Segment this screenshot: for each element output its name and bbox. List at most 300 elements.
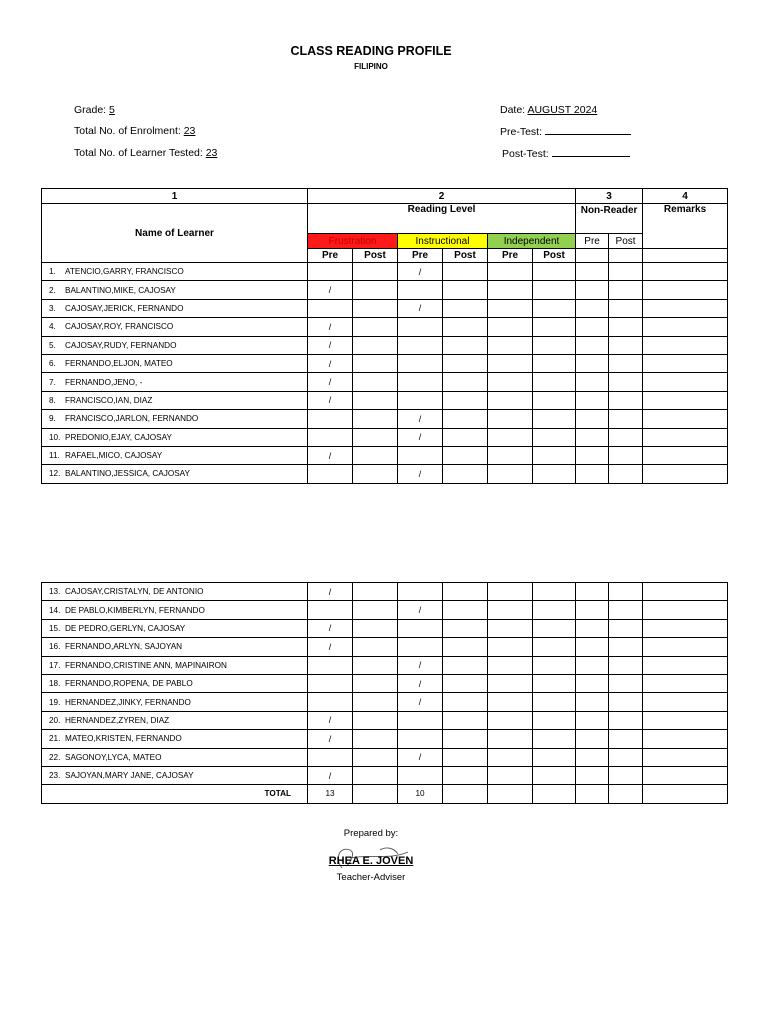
date-value: AUGUST 2024 <box>527 104 598 116</box>
total-empty-cell <box>533 785 576 803</box>
learner-number: 8. <box>49 395 56 405</box>
independent-post-cell <box>533 373 576 391</box>
independent-post-cell <box>533 674 576 692</box>
non-reader-post-cell <box>609 601 643 619</box>
learner-name: FERNANDO,ELJON, MATEO <box>65 359 173 369</box>
learner-number: 1. <box>49 267 56 277</box>
instructional-post-cell <box>443 336 488 354</box>
remarks-cell <box>643 354 728 372</box>
tested-label: Total No. of Learner Tested: <box>74 147 206 159</box>
independent-pre-cell <box>488 428 533 446</box>
independent-post-cell <box>533 336 576 354</box>
frustration-pre-cell <box>308 428 353 446</box>
table-row <box>42 619 728 637</box>
frustration-post-cell <box>353 748 398 766</box>
total-row <box>42 785 728 803</box>
frustration-post-cell <box>353 299 398 317</box>
independent-post-cell <box>533 410 576 428</box>
learner-name: SAJOYAN,MARY JANE, CAJOSAY <box>65 771 194 781</box>
independent-post-cell <box>533 263 576 281</box>
remarks-cell <box>643 638 728 656</box>
learner-number: 15. <box>49 623 61 633</box>
independent-post-cell <box>533 391 576 409</box>
non-reader-pre-cell <box>576 693 609 711</box>
table-row <box>42 730 728 748</box>
learner-number: 6. <box>49 359 56 369</box>
learner-name: FERNANDO,ARLYN, SAJOYAN <box>65 642 183 652</box>
posttest-blank <box>552 147 630 157</box>
learner-name: FERNANDO,JENO, - <box>65 377 143 387</box>
independent-pre-cell <box>488 601 533 619</box>
independent-post-cell <box>533 583 576 601</box>
non-reader-pre-cell <box>576 446 609 464</box>
remarks-cell <box>643 373 728 391</box>
independent-post-cell <box>533 601 576 619</box>
independent-pre-cell <box>488 336 533 354</box>
instructional-pre-mark: / <box>398 465 443 483</box>
frustration-pre-mark: / <box>308 711 353 729</box>
independent-post-cell <box>533 730 576 748</box>
posttest-label: Post-Test: <box>502 148 552 160</box>
independent-post-cell <box>533 299 576 317</box>
instructional-post-cell <box>443 766 488 784</box>
learner-number: 2. <box>49 285 56 295</box>
frustration-post-cell <box>353 766 398 784</box>
instructional-post-cell <box>443 711 488 729</box>
instructional-pre-header: Pre <box>398 249 443 263</box>
remarks-cell <box>643 465 728 483</box>
frustration-post-cell <box>353 730 398 748</box>
non-reader-pre-cell <box>576 766 609 784</box>
learner-number: 4. <box>49 322 56 332</box>
independent-pre-cell <box>488 730 533 748</box>
learner-name-cell <box>42 354 308 372</box>
non-reader-post-cell <box>609 263 643 281</box>
frustration-post-header: Post <box>353 249 398 263</box>
learner-name-cell <box>42 656 308 674</box>
instructional-post-cell <box>443 428 488 446</box>
header-empty-cell <box>643 249 728 263</box>
table-row <box>42 693 728 711</box>
instructional-pre-mark: / <box>398 428 443 446</box>
independent-post-cell <box>533 281 576 299</box>
instructional-pre-cell <box>398 711 443 729</box>
frustration-pre-cell <box>308 656 353 674</box>
non-reader-post-cell <box>609 674 643 692</box>
non-reader-pre-cell <box>576 263 609 281</box>
learner-number: 3. <box>49 303 56 313</box>
frustration-pre-cell <box>308 693 353 711</box>
frustration-post-cell <box>353 428 398 446</box>
learner-name: FERNANDO,ROPENA, DE PABLO <box>65 679 193 689</box>
non-reader-post-cell <box>609 583 643 601</box>
instructional-pre-mark: / <box>398 263 443 281</box>
enrolment-label: Total No. of Enrolment: <box>74 125 184 137</box>
header-empty-cell <box>609 249 643 263</box>
frustration-pre-cell <box>308 410 353 428</box>
non-reader-pre-cell <box>576 299 609 317</box>
learner-name-cell <box>42 730 308 748</box>
instructional-post-cell <box>443 354 488 372</box>
non-reader-pre-cell <box>576 748 609 766</box>
learner-number: 7. <box>49 377 56 387</box>
independent-pre-cell <box>488 446 533 464</box>
remarks-cell <box>643 711 728 729</box>
instructional-post-cell <box>443 583 488 601</box>
instructional-pre-cell <box>398 446 443 464</box>
instructional-pre-cell <box>398 766 443 784</box>
instructional-post-cell <box>443 299 488 317</box>
frustration-pre-cell <box>308 465 353 483</box>
remarks-cell <box>643 391 728 409</box>
independent-pre-cell <box>488 281 533 299</box>
non-reader-pre-header: Pre <box>576 234 609 249</box>
non-reader-pre-cell <box>576 601 609 619</box>
non-reader-post-cell <box>609 318 643 336</box>
learner-number: 22. <box>49 752 61 762</box>
col-number-3: 3 <box>576 189 643 204</box>
remarks-cell <box>643 281 728 299</box>
independent-pre-cell <box>488 391 533 409</box>
learner-number: 17. <box>49 660 61 670</box>
table-row <box>42 446 728 464</box>
non-reader-post-header: Post <box>609 234 643 249</box>
learner-name: ATENCIO,GARRY, FRANCISCO <box>65 267 184 277</box>
frustration-post-cell <box>353 281 398 299</box>
learner-name: MATEO,KRISTEN, FERNANDO <box>65 734 182 744</box>
learner-name: RAFAEL,MICO, CAJOSAY <box>65 451 163 461</box>
table-row <box>42 428 728 446</box>
frustration-pre-cell <box>308 748 353 766</box>
enrolment-line <box>74 125 195 137</box>
learner-name-cell <box>42 336 308 354</box>
frustration-post-cell <box>353 583 398 601</box>
instructional-pre-cell <box>398 336 443 354</box>
independent-post-cell <box>533 766 576 784</box>
non-reader-pre-cell <box>576 638 609 656</box>
independent-post-cell <box>533 354 576 372</box>
date-label: Date: <box>500 104 528 116</box>
independent-pre-cell <box>488 619 533 637</box>
learner-name-cell <box>42 263 308 281</box>
instructional-post-cell <box>443 656 488 674</box>
learner-number: 11. <box>49 451 60 461</box>
instructional-post-cell <box>443 263 488 281</box>
non-reader-pre-cell <box>576 656 609 674</box>
instructional-post-cell <box>443 373 488 391</box>
table-row <box>42 656 728 674</box>
non-reader-pre-cell <box>576 711 609 729</box>
grade-line <box>74 104 115 116</box>
instructional-post-cell <box>443 410 488 428</box>
learner-name: FERNANDO,CRISTINE ANN, MAPINAIRON <box>65 660 227 670</box>
total-empty-cell <box>609 785 643 803</box>
independent-post-cell <box>533 711 576 729</box>
independent-pre-cell <box>488 263 533 281</box>
frustration-pre-mark: / <box>308 766 353 784</box>
frustration-pre-cell <box>308 299 353 317</box>
learner-name-cell <box>42 748 308 766</box>
pretest-line <box>500 125 631 138</box>
total-empty-cell <box>643 785 728 803</box>
table-row <box>42 465 728 483</box>
instructional-post-cell <box>443 318 488 336</box>
table-row <box>42 373 728 391</box>
non-reader-pre-cell <box>576 410 609 428</box>
learner-name-cell <box>42 428 308 446</box>
frustration-pre-mark: / <box>308 619 353 637</box>
learner-name-cell <box>42 601 308 619</box>
table-row <box>42 711 728 729</box>
learner-number: 9. <box>49 414 56 424</box>
name-of-learner-header: Name of Learner <box>42 204 308 263</box>
table-row <box>42 318 728 336</box>
prepared-by-label: Prepared by: <box>343 828 399 839</box>
independent-post-cell <box>533 318 576 336</box>
frustration-pre-mark: / <box>308 354 353 372</box>
frustration-pre-mark: / <box>308 446 353 464</box>
instructional-post-cell <box>443 693 488 711</box>
enrolment-value: 23 <box>183 125 196 137</box>
tested-value: 23 <box>205 147 218 159</box>
remarks-cell <box>643 748 728 766</box>
frustration-post-cell <box>353 601 398 619</box>
remarks-cell <box>643 410 728 428</box>
non-reader-pre-cell <box>576 619 609 637</box>
non-reader-post-cell <box>609 299 643 317</box>
learner-number: 23. <box>49 771 61 781</box>
instructional-pre-cell <box>398 583 443 601</box>
non-reader-post-cell <box>609 281 643 299</box>
non-reader-post-cell <box>609 730 643 748</box>
frustration-pre-mark: / <box>308 336 353 354</box>
learner-name-cell <box>42 373 308 391</box>
frustration-pre-cell <box>308 601 353 619</box>
instructional-post-cell <box>443 281 488 299</box>
learner-name-cell <box>42 446 308 464</box>
learner-name-cell <box>42 583 308 601</box>
total-row-group <box>42 785 728 803</box>
learner-name-cell <box>42 318 308 336</box>
non-reader-pre-cell <box>576 354 609 372</box>
instructional-pre-cell <box>398 619 443 637</box>
teacher-role: Teacher-Adviser <box>336 872 406 883</box>
total-label: TOTAL <box>42 785 308 803</box>
independent-pre-cell <box>488 656 533 674</box>
total-frustration-pre: 13 <box>308 785 353 803</box>
learner-name-cell <box>42 410 308 428</box>
independent-pre-cell <box>488 410 533 428</box>
non-reader-pre-cell <box>576 730 609 748</box>
frustration-pre-mark: / <box>308 638 353 656</box>
frustration-post-cell <box>353 318 398 336</box>
learner-name-cell <box>42 281 308 299</box>
learner-name-cell <box>42 638 308 656</box>
non-reader-post-cell <box>609 656 643 674</box>
date-line <box>500 104 597 116</box>
non-reader-post-cell <box>609 748 643 766</box>
instructional-post-cell <box>443 465 488 483</box>
frustration-pre-mark: / <box>308 373 353 391</box>
table-row <box>42 766 728 784</box>
independent-post-cell <box>533 656 576 674</box>
non-reader-post-cell <box>609 446 643 464</box>
learner-name: HERNANDEZ,ZYREN, DIAZ <box>65 715 170 725</box>
reading-profile-table-continued <box>41 582 728 804</box>
non-reader-pre-cell <box>576 318 609 336</box>
table-row <box>42 391 728 409</box>
learner-name-cell <box>42 299 308 317</box>
independent-pre-cell <box>488 373 533 391</box>
frustration-pre-cell <box>308 674 353 692</box>
non-reader-post-cell <box>609 711 643 729</box>
instructional-post-cell <box>443 748 488 766</box>
independent-post-cell <box>533 465 576 483</box>
instructional-pre-mark: / <box>398 748 443 766</box>
independent-pre-cell <box>488 693 533 711</box>
table-row <box>42 410 728 428</box>
learner-rows-part-2 <box>42 583 728 785</box>
table-row <box>42 336 728 354</box>
instructional-post-cell <box>443 730 488 748</box>
instructional-post-cell <box>443 446 488 464</box>
non-reader-post-cell <box>609 391 643 409</box>
independent-pre-cell <box>488 674 533 692</box>
independent-pre-cell <box>488 766 533 784</box>
non-reader-post-cell <box>609 428 643 446</box>
learner-name: PREDONIO,EJAY, CAJOSAY <box>65 432 172 442</box>
learner-number: 21. <box>49 734 61 744</box>
total-empty-cell <box>353 785 398 803</box>
independent-pre-cell <box>488 711 533 729</box>
non-reader-pre-cell <box>576 336 609 354</box>
table-row <box>42 263 728 281</box>
remarks-cell <box>643 299 728 317</box>
non-reader-pre-cell <box>576 373 609 391</box>
independent-pre-cell <box>488 583 533 601</box>
instructional-pre-cell <box>398 281 443 299</box>
instructional-pre-mark: / <box>398 410 443 428</box>
non-reader-pre-cell <box>576 674 609 692</box>
total-empty-cell <box>443 785 488 803</box>
instructional-pre-mark: / <box>398 674 443 692</box>
independent-post-cell <box>533 619 576 637</box>
instructional-post-cell <box>443 638 488 656</box>
remarks-cell <box>643 446 728 464</box>
table-row <box>42 299 728 317</box>
instructional-post-cell <box>443 601 488 619</box>
learner-number: 13. <box>49 587 61 597</box>
learner-name: CAJOSAY,CRISTALYN, DE ANTONIO <box>65 587 204 597</box>
learner-name-cell <box>42 465 308 483</box>
non-reader-header: Non-Reader <box>576 204 643 234</box>
frustration-post-cell <box>353 446 398 464</box>
frustration-pre-mark: / <box>308 730 353 748</box>
frustration-post-cell <box>353 674 398 692</box>
learner-name: DE PEDRO,GERLYN, CAJOSAY <box>65 623 186 633</box>
learner-name: HERNANDEZ,JINKY, FERNANDO <box>65 697 191 707</box>
instructional-pre-cell <box>398 318 443 336</box>
learner-name: FRANCISCO,IAN, DIAZ <box>65 395 153 405</box>
reading-profile-table <box>41 188 728 484</box>
table-row <box>42 583 728 601</box>
frustration-pre-header: Pre <box>308 249 353 263</box>
table-row <box>42 674 728 692</box>
total-empty-cell <box>488 785 533 803</box>
document-title: CLASS READING PROFILE <box>290 44 452 58</box>
learner-name: FRANCISCO,JARLON, FERNANDO <box>65 414 199 424</box>
instructional-pre-mark: / <box>398 601 443 619</box>
learner-number: 19. <box>49 697 61 707</box>
remarks-header: Remarks <box>643 204 728 249</box>
learner-name: SAGONOY,LYCA, MATEO <box>65 752 162 762</box>
independent-post-cell <box>533 748 576 766</box>
non-reader-pre-cell <box>576 391 609 409</box>
learner-number: 18. <box>49 679 61 689</box>
remarks-cell <box>643 674 728 692</box>
frustration-post-cell <box>353 638 398 656</box>
non-reader-pre-cell <box>576 428 609 446</box>
learner-number: 20. <box>49 715 61 725</box>
remarks-cell <box>643 619 728 637</box>
remarks-cell <box>643 730 728 748</box>
remarks-cell <box>643 583 728 601</box>
instructional-post-header: Post <box>443 249 488 263</box>
frustration-post-cell <box>353 263 398 281</box>
independent-pre-cell <box>488 299 533 317</box>
non-reader-post-cell <box>609 465 643 483</box>
grade-label: Grade: <box>74 104 110 116</box>
pretest-label: Pre-Test: <box>500 126 545 138</box>
frustration-header: Frustration <box>308 234 398 249</box>
independent-pre-header: Pre <box>488 249 533 263</box>
tested-line <box>74 147 217 159</box>
remarks-cell <box>643 336 728 354</box>
table-row <box>42 638 728 656</box>
learner-number: 10. <box>49 432 61 442</box>
header-empty-cell <box>576 249 609 263</box>
pretest-blank <box>545 125 631 135</box>
instructional-pre-cell <box>398 638 443 656</box>
non-reader-post-cell <box>609 619 643 637</box>
instructional-pre-mark: / <box>398 693 443 711</box>
learner-name: BALANTINO,JESSICA, CAJOSAY <box>65 469 190 479</box>
col-number-2: 2 <box>308 189 576 204</box>
frustration-post-cell <box>353 336 398 354</box>
learner-name-cell <box>42 674 308 692</box>
table-row <box>42 601 728 619</box>
remarks-cell <box>643 318 728 336</box>
frustration-pre-mark: / <box>308 583 353 601</box>
learner-rows-part-1 <box>42 263 728 484</box>
instructional-post-cell <box>443 674 488 692</box>
independent-post-cell <box>533 638 576 656</box>
independent-post-cell <box>533 693 576 711</box>
independent-pre-cell <box>488 638 533 656</box>
learner-name-cell <box>42 391 308 409</box>
posttest-line <box>502 147 630 160</box>
table-row <box>42 748 728 766</box>
learner-number: 12. <box>49 469 61 479</box>
learner-name-cell <box>42 711 308 729</box>
remarks-cell <box>643 263 728 281</box>
remarks-cell <box>643 693 728 711</box>
learner-name-cell <box>42 693 308 711</box>
non-reader-post-cell <box>609 373 643 391</box>
frustration-post-cell <box>353 391 398 409</box>
non-reader-pre-cell <box>576 583 609 601</box>
non-reader-post-cell <box>609 354 643 372</box>
